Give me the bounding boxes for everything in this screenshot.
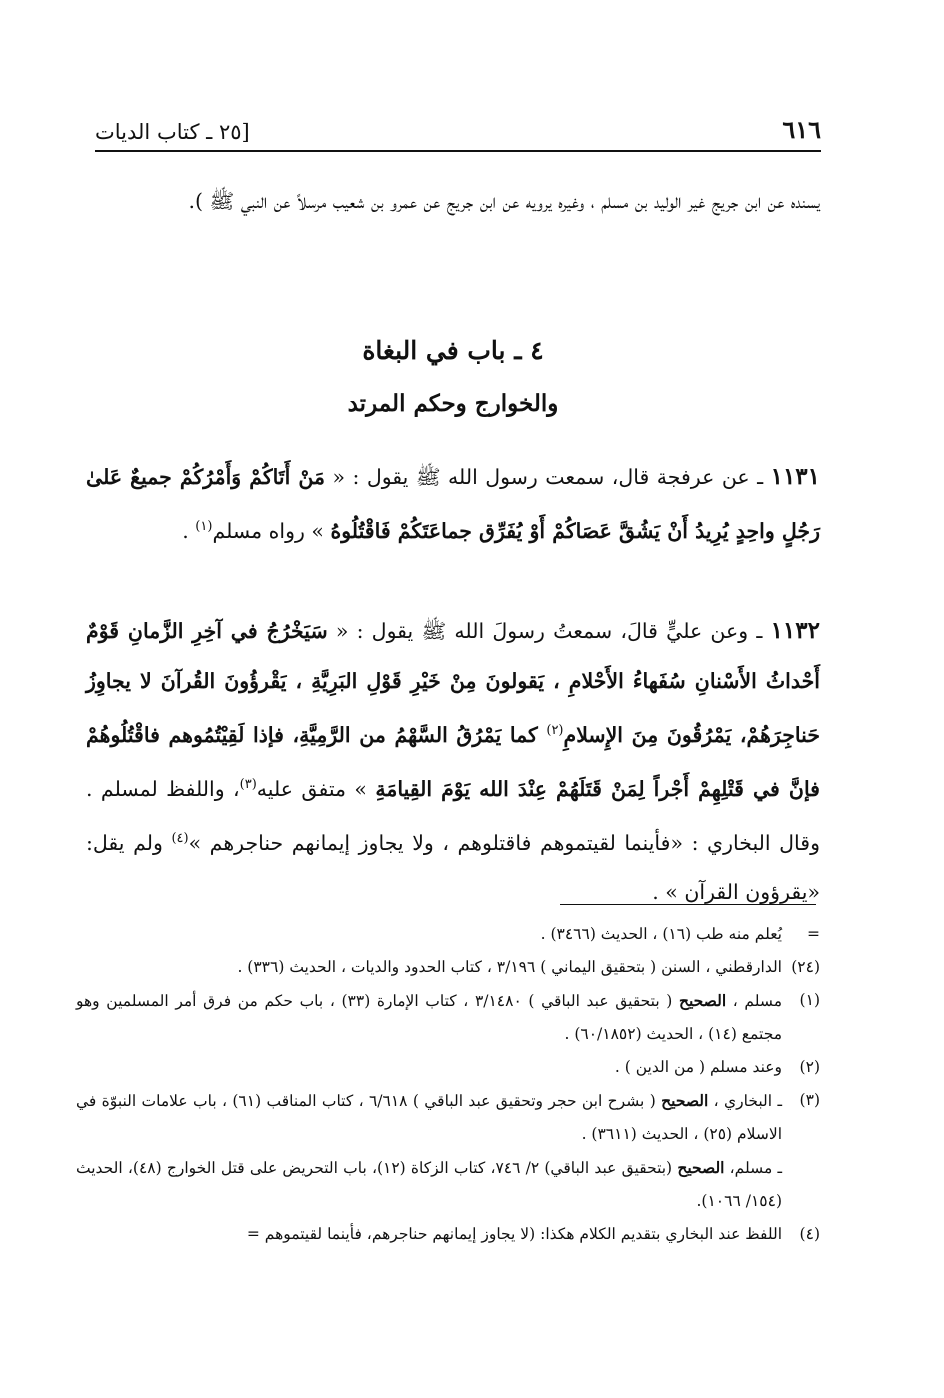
hadith-quote-b: كما يَمْرُقُ السَّهْمُ من الرَّمِيَّةِ، فإذا لَقِيْتُمُوهم فاقْتُلُوهُمْ فإنَّ في قَتْلِهِمْ أَجْراً لِمَنْ قَتَلَهُمْ عِنْدَ الله يَوْمَ القِيامَةِ xyxy=(86,722,820,801)
footnote-text: يُعلم منه طب (١٦) ، الحديث (٣٤٦٦) . xyxy=(540,925,782,943)
footnote-book-title: الصحيح xyxy=(661,1091,709,1110)
footnote-detail: ( بشرح ابن حجر وتحقيق عبد الباقي ) ٦/٦١٨ ، كتاب المناقب (٦١) ، باب علامات النبوّة في الاسلام (٢٥) ، الحديث (٣٦١١) . xyxy=(76,1092,782,1143)
hadith-number: ١١٣١ xyxy=(770,463,821,490)
hadith-1132 xyxy=(86,606,820,917)
hadith-rest: ، واللفظ لمسلم . وقال البخاري : «فأينما لقيتموهم فاقتلوهم ، ولا يجاوز إيمانهم حناجرهم » xyxy=(86,776,820,855)
footnote-text xyxy=(76,984,782,1051)
footnote-text xyxy=(76,1151,782,1218)
hadith-end: . xyxy=(182,518,196,543)
running-header xyxy=(95,108,821,144)
footnote xyxy=(76,1051,820,1084)
footnote xyxy=(76,1084,820,1151)
footnote xyxy=(76,1151,820,1218)
footnote-book-title: الصحيح xyxy=(678,991,727,1010)
intro-text: يسنده عن ابن جريج غير الوليد بن مسلم ، وغيره يرويه عن ابن جريج عن عمرو بن شعيب مرسلاً عن النبي ﷺ ). xyxy=(188,189,820,213)
footnote-mark: (٣) xyxy=(799,1091,820,1109)
footnote-mark: (١) xyxy=(799,991,820,1009)
footnote-book-title: الصحيح xyxy=(677,1158,725,1177)
footnote-mark xyxy=(782,1151,820,1218)
hadith-1131 xyxy=(86,452,820,556)
footnote-ref: (١) xyxy=(195,519,213,534)
hadith-end: ولم يقل: «يقرؤون القرآن » . xyxy=(86,830,820,905)
hadith-lead: ـ عن عرفجة قال، سمعت رسول الله ﷺ يقول : « xyxy=(324,465,771,489)
footnote-text xyxy=(76,1084,782,1151)
footnote-ref: (٢) xyxy=(546,723,564,738)
intro-paragraph xyxy=(86,176,820,226)
footnote-detail: ( بتحقيق عبد الباقي ) ٣/١٤٨٠ ، كتاب الإمارة (٣٣) ، باب حكم من فرق أمر المسلمين وهو مجتمع (١٤) ، الحديث (٦٠/١٨٥٢) . xyxy=(76,992,782,1043)
hadith-tail: » رواه مسلم xyxy=(212,518,331,543)
footnote-text: الدارقطني ، السنن ( بتحقيق اليماني ) ٣/١٩٦ ، كتاب الحدود والديات ، الحديث (٣٣٦) . xyxy=(237,958,782,976)
footnote-mark: (٤) xyxy=(799,1225,820,1243)
footnote-detail: (بتحقيق عبد الباقي) ٢/ ٧٤٦، كتاب الزكاة (١٢)، باب التحريض على قتل الخوارج (٤٨)، الحديث (١٥٤/ ١٠٦٦). xyxy=(76,1159,782,1210)
footnote xyxy=(76,1218,820,1251)
header-rule xyxy=(95,150,821,152)
footnote-rule xyxy=(560,904,816,905)
footnote-mark: = xyxy=(807,925,820,943)
footnote-prefix: ـ مسلم، xyxy=(724,1159,782,1177)
hadith-tail: » متفق عليه xyxy=(256,776,376,801)
section-title: [٢٥ ـ كتاب الديات xyxy=(95,120,250,144)
footnote-mark: (٢٤) xyxy=(791,958,820,976)
footnote-ref: (٣) xyxy=(239,776,257,792)
footnote-text: وعند مسلم ( من الدين ) . xyxy=(614,1058,782,1076)
footnote xyxy=(76,918,820,951)
footnote-ref: (٤) xyxy=(171,830,189,846)
hadith-quote-a: سَيَخْرُجُ في آخِرِ الزَّمانِ قَوْمٌ أَحْداثُ الأَسْنانِ سُفَهاءُ الأَحْلامِ ، يَقولونَ مِنْ خَيْرِ قَوْلِ البَرِيَّةِ ، يَقْرؤُونَ القُرآنَ لا يجاوِزُ حَناجِرَهُمْ، يَمْرُقُونَ مِنَ الإِسلامِ xyxy=(86,619,820,747)
footnote xyxy=(76,984,820,1051)
hadith-lead: ـ وعن عليٍّ قالَ، سمعتُ رسولَ الله ﷺ يقول : « xyxy=(327,619,771,643)
hadith-number: ١١٣٢ xyxy=(770,617,820,644)
footnote xyxy=(76,951,820,984)
footnotes xyxy=(76,918,820,1251)
hadith-quote: مَنْ أَتَاكُمْ وَأَمْرُكُمْ جميعٌ عَلىٰ رَجُلٍ واحِدٍ يُرِيدُ أَنْ يَشُقَّ عَصَاكُمْ أَوْ يُفَرِّق جماعَتَكُمْ فَاقْتُلُوهُ xyxy=(86,465,820,543)
footnote-prefix: مسلم ، xyxy=(726,992,783,1010)
page-number: ٦١٦ xyxy=(782,115,821,144)
footnote-prefix: ـ البخاري ، xyxy=(708,1092,782,1110)
footnote-text: اللفظ عند البخاري بتقديم الكلام هكذا: (لا يجاوز إيمانهم حناجرهم، فأينما لقيتموهم = xyxy=(246,1225,782,1243)
chapter-title-line1: ٤ ـ باب في البغاة xyxy=(362,336,544,365)
chapter-title-line2: والخوارج وحكم المرتد xyxy=(347,390,559,417)
footnote-mark: (٢) xyxy=(799,1058,820,1076)
